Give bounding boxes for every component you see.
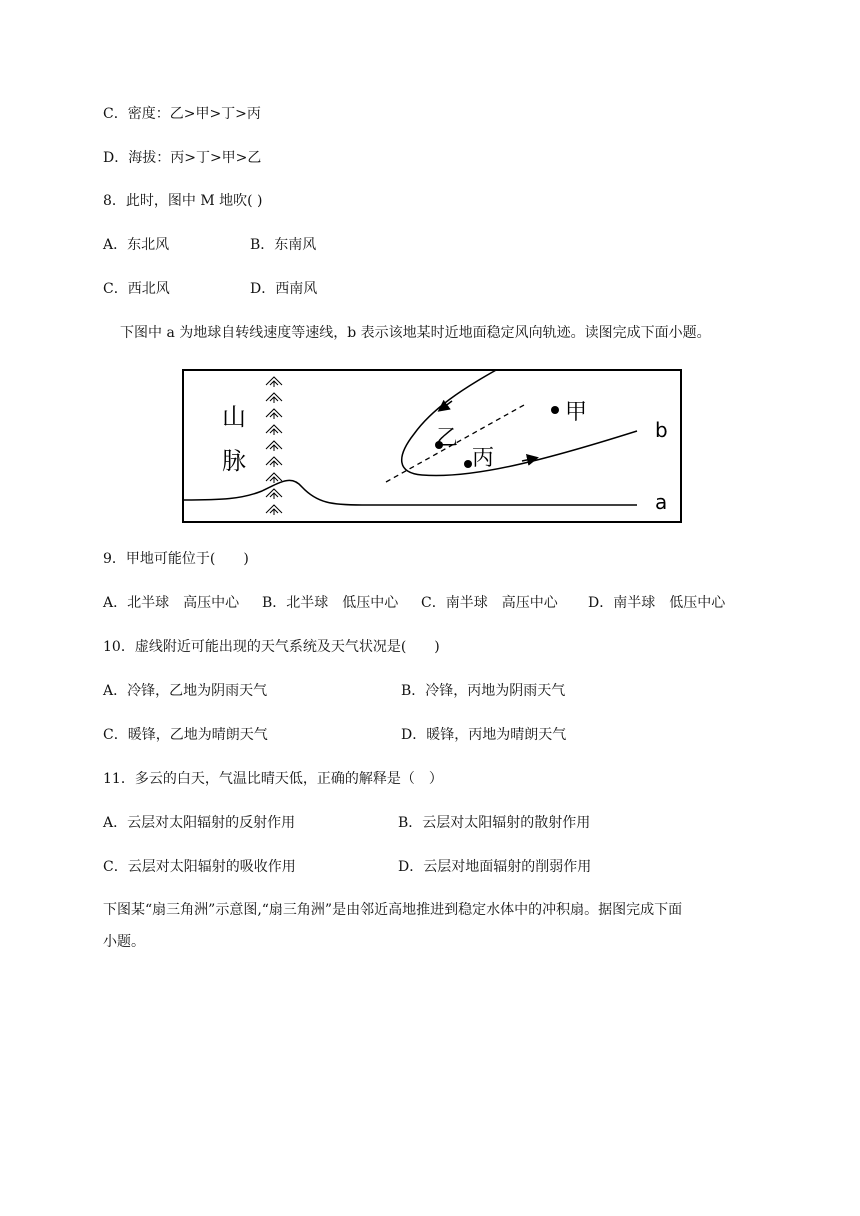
q10-option-b: B．冷锋，丙地为阴雨天气 xyxy=(401,683,566,699)
line-b-label: b xyxy=(655,418,668,442)
q8-option-d: D．西南风 xyxy=(250,281,318,297)
q11-option-c: C．云层对太阳辐射的吸收作用 xyxy=(103,859,296,875)
mountain-label-2: 脉 xyxy=(222,447,246,475)
intro-paragraph-2-line-2: 小题。 xyxy=(103,934,145,950)
q9-option-b: B．北半球 低压中心 xyxy=(262,595,399,611)
q11-option-b: B．云层对太阳辐射的散射作用 xyxy=(398,815,591,831)
point-bing-dot xyxy=(464,460,472,468)
intro-paragraph-2-line-1: 下图某“扇三角洲”示意图,“扇三角洲”是由邻近高地推进到稳定水体中的冲积扇。据图完成下面 xyxy=(103,902,683,918)
mountain-label-1: 山 xyxy=(222,403,246,431)
q8-stem: 8．此时，图中 M 地吹( ) xyxy=(103,193,263,209)
q10-option-d: D．暖锋，丙地为晴朗天气 xyxy=(401,727,567,743)
line-a-label: a xyxy=(655,490,668,514)
q9-option-c: C．南半球 高压中心 xyxy=(421,595,558,611)
q11-option-d: D．云层对地面辐射的削弱作用 xyxy=(398,859,592,875)
wind-diagram-figure xyxy=(182,369,682,523)
point-yi-label: 乙 xyxy=(436,426,459,451)
q11-stem: 11．多云的白天，气温比晴天低，正确的解释是（ ） xyxy=(103,771,443,787)
q8-option-b: B．东南风 xyxy=(250,237,317,253)
q9-option-a: A．北半球 高压中心 xyxy=(103,595,240,611)
wind-diagram xyxy=(182,369,682,523)
q10-stem: 10．虚线附近可能出现的天气系统及天气状况是( ) xyxy=(103,639,440,655)
point-bing-label: 丙 xyxy=(472,446,495,471)
figure-frame xyxy=(183,370,681,522)
q7-option-d: D．海拔：丙>丁>甲>乙 xyxy=(103,150,262,166)
intro-paragraph-1: 下图中 a 为地球自转线速度等速线，b 表示该地某时近地面稳定风向轨迹。读图完成下面小题。 xyxy=(120,325,711,341)
q10-option-c: C．暖锋，乙地为晴朗天气 xyxy=(103,727,268,743)
q10-option-a: A．冷锋，乙地为阴雨天气 xyxy=(103,683,268,699)
q11-option-a: A．云层对太阳辐射的反射作用 xyxy=(103,815,296,831)
q9-stem: 9．甲地可能位于( ) xyxy=(103,551,249,567)
point-jia-label: 甲 xyxy=(565,400,588,425)
point-jia-dot xyxy=(551,406,559,414)
q9-option-d: D．南半球 低压中心 xyxy=(588,595,726,611)
q8-option-c: C．西北风 xyxy=(103,281,170,297)
q8-option-a: A．东北风 xyxy=(103,237,170,253)
q7-option-c: C．密度：乙>甲>丁>丙 xyxy=(103,106,261,122)
